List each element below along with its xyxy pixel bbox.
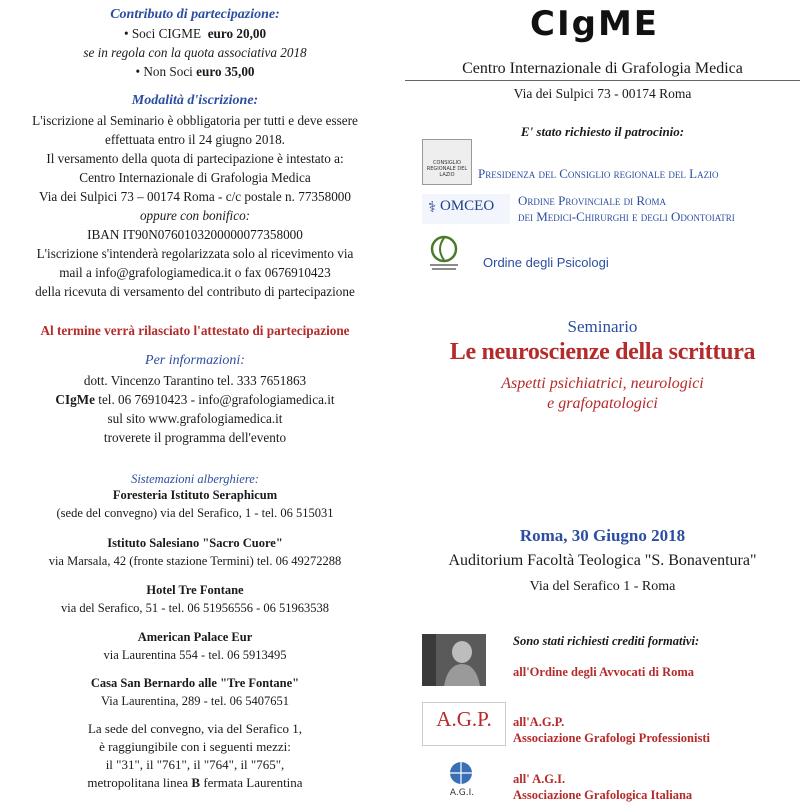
info-title: Per informazioni: — [145, 353, 245, 368]
ordine-avvocati-logo — [422, 634, 486, 686]
sistemazioni-title: Sistemazioni alberghiere: — [131, 472, 259, 486]
info-text: dott. Vincenzo Tarantino tel. 333 7651863 CIgMe tel. 06 76910423 - info@grafologiamedica.it sul sito www.grafologiamedica.it troverete il programma dell'evento — [55, 373, 335, 445]
event-venue-address: Via del Serafico 1 - Roma — [529, 579, 676, 594]
hotel-item: American Palace Eur via Laurentina 554 - tel. 06 5913495 — [103, 630, 287, 662]
modalita-text: L'iscrizione al Seminario è obbligatoria per tutti e deve essere effettuata entro il 24 giugno 2018. Il versamento della quota di partecipazione è intestato a: Centro Internazionale di Grafologia Medica Via dei Sulpici 73 – 00174 Roma - c/c postale n. 77358000 oppure con bonifico: IBAN IT90N0760103200000077358000 L'iscrizione s'intenderà regolarizzata solo al ricevimento via mail a info@grafologiamedica.it o fax 0676910423 della ricevuta di versamento del contributo di partecipazione — [32, 113, 358, 299]
hotel-item: Istituto Salesiano "Sacro Cuore" via Marsala, 42 (fronte stazione Termini) tel. 06 49272288 — [48, 536, 342, 568]
org-address: Via dei Sulpici 73 - 00174 Roma — [513, 86, 692, 101]
contrib-title: Contributo di partecipazione: — [110, 7, 280, 22]
patron-omceo: Ordine Provinciale di Roma dei Medici-Chirurghi e degli Odontoiatri — [518, 193, 735, 224]
contrib-soci: • Soci CIGME euro 20,00 — [123, 26, 267, 41]
contrib-nonsoci: • Non Soci euro 35,00 — [135, 64, 255, 79]
agi-globe-icon — [441, 758, 481, 788]
credito-avvocati: all'Ordine degli Avvocati di Roma — [513, 665, 695, 679]
patrocinio-title: E' stato richiesto il patrocinio: — [520, 124, 685, 139]
consiglio-regionale-lazio-logo: CONSIGLIO REGIONALE DEL LAZIO — [422, 139, 472, 185]
modalita-title: Modalità d'iscrizione: — [131, 93, 259, 108]
patron-psicologi: Ordine degli Psicologi — [483, 255, 609, 270]
seminar-subtitle: Aspetti psichiatrici, neurologici e grafopatologici — [501, 375, 704, 412]
hotel-item: Hotel Tre Fontane via del Serafico, 51 - tel. 06 51956556 - 06 51963538 — [60, 583, 329, 615]
agi-logo: A.G.I. — [427, 758, 497, 802]
hotel-item: Foresteria Istituto Seraphicum (sede del convegno) via del Serafico, 1 - tel. 06 515031 — [56, 488, 334, 520]
credito-agp: all'A.G.P. Associazione Grafologi Professionisti — [513, 715, 710, 745]
credito-agi: all' A.G.I. Associazione Grafologica Italiana — [513, 772, 693, 802]
ordine-psicologi-logo — [422, 233, 466, 275]
org-name: Centro Internazionale di Grafologia Medica — [405, 60, 800, 81]
seminario-label: Seminario — [567, 317, 638, 336]
omceo-logo: ⚕ OMCEO — [422, 194, 510, 224]
hotel-item: Casa San Bernardo alle "Tre Fontane" Via Laurentina, 289 - tel. 06 5407651 — [90, 676, 300, 708]
sede-info: La sede del convegno, via del Serafico 1, è raggiungibile con i seguenti mezzi: il "31", il "761", il "764", il "765", metropolitana linea B fermata Laurentina — [87, 721, 303, 790]
agp-logo: A.G.P. — [422, 702, 506, 746]
attestato-note: Al termine verrà rilasciato l'attestato di partecipazione — [40, 323, 350, 338]
psicologi-emblem-icon — [422, 233, 466, 275]
avvocati-portrait-icon — [422, 634, 486, 686]
event-date: Roma, 30 Giugno 2018 — [519, 526, 686, 545]
contrib-soci-note: se in regola con la quota associativa 2018 — [83, 45, 307, 60]
hotel-list — [0, 486, 390, 710]
event-venue: Auditorium Facoltà Teologica "S. Bonaventura" — [448, 552, 757, 569]
patron-regione-lazio: Presidenza del Consiglio regionale del Lazio — [478, 166, 719, 181]
crediti-title: Sono stati richiesti crediti formativi: — [513, 634, 700, 648]
seminar-title: Le neuroscienze della scrittura — [449, 339, 756, 365]
cigme-logo: CIgME — [530, 4, 659, 44]
